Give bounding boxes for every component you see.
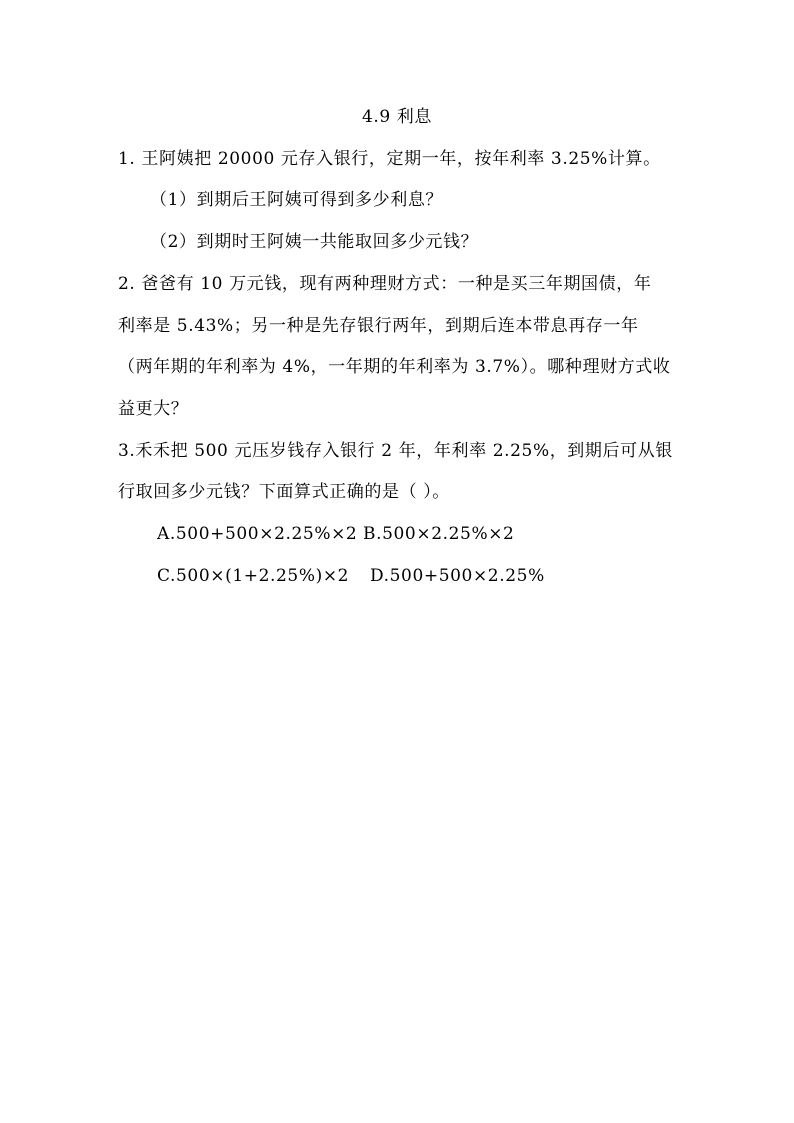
document-title: 4.9 利息 [361, 107, 433, 127]
question-1-sub-1: （1）到期后王阿姨可得到多少利息？ [150, 190, 444, 210]
question-3-option-d: D.500+500×2.25% [370, 566, 545, 586]
question-3-option-a: A.500+500×2.25%×2 [157, 524, 358, 544]
question-3-line-2: 行取回多少元钱？下面算式正确的是（ ）。 [118, 482, 450, 502]
question-3-option-c: C.500×(1+2.25%)×2 [157, 566, 350, 586]
question-3-option-b: B.500×2.25%×2 [363, 524, 515, 544]
question-1-text: 1. 王阿姨把 20000 元存入银行，定期一年，按年利率 3.25%计算。 [118, 149, 661, 169]
question-2-line-2: 利率是 5.43%；另一种是先存银行两年，到期后连本带息再存一年 [118, 316, 639, 336]
question-2-line-4: 益更大？ [118, 399, 189, 419]
question-3-line-1: 3.禾禾把 500 元压岁钱存入银行 2 年，年利率 2.25%，到期后可从银 [118, 441, 673, 461]
question-2-line-3: （两年期的年利率为 4%，一年期的年利率为 3.7%）。哪种理财方式收 [118, 357, 671, 377]
question-1-sub-2: （2）到期时王阿姨一共能取回多少元钱？ [150, 232, 479, 252]
question-2-line-1: 2. 爸爸有 10 万元钱，现有两种理财方式：一种是买三年期国债，年 [118, 274, 652, 294]
